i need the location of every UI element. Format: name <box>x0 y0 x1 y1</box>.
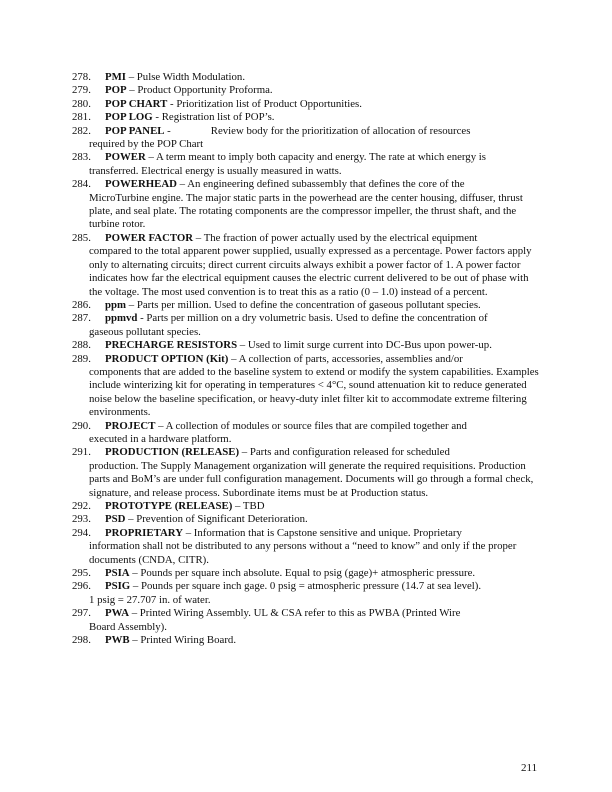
glossary-entry <box>72 98 542 111</box>
entry-term: PROTOTYPE (RELEASE) <box>105 500 233 512</box>
glossary-entry <box>72 299 542 312</box>
entry-term: POWER FACTOR <box>105 231 194 244</box>
entry-number: 284. <box>72 178 91 191</box>
entry-separator: – <box>129 634 141 647</box>
entry-separator: – <box>126 298 137 311</box>
entry-definition: Parts and configuration released for scheduled <box>249 446 450 459</box>
entry-number: 297. <box>72 607 91 620</box>
glossary-entry <box>72 178 542 191</box>
entry-separator: - <box>137 312 147 325</box>
entry-continuation: required by the POP Chart <box>89 138 204 151</box>
entry-term: POP PANEL <box>105 124 165 137</box>
entry-separator: – <box>155 419 166 432</box>
glossary-entry <box>72 111 542 124</box>
entry-term: POWERHEAD <box>105 178 177 191</box>
entry-number: 283. <box>72 151 91 164</box>
entry-definition: Printed Wiring Assembly. UL & CSA refer to this as PWBA (Printed Wire <box>139 607 461 620</box>
entry-definition: Prioritization list of Product Opportunities. <box>176 97 362 110</box>
entry-continuation: components that are added to the baseline system to extend or modify the system capabilities. Examples include winterizing kit for operating in temperatures < 4°C, sound attenuation kit to reduce generated noise below the baseline specification, or heavy-duty inlet filter kit to accommodate extreme filtering environments. <box>89 365 539 419</box>
entry-separator: – <box>237 339 248 352</box>
entry-term: POP LOG <box>105 111 153 124</box>
entry-number: 293. <box>72 513 91 526</box>
entry-term: PROJECT <box>105 419 156 432</box>
glossary-entry <box>72 312 542 325</box>
entry-number: 296. <box>72 580 91 593</box>
glossary-entry <box>72 634 542 647</box>
entry-definition: Review body for the prioritization of allocation of resources <box>210 124 471 137</box>
glossary-entry <box>72 567 542 580</box>
entry-number: 278. <box>72 71 91 83</box>
entry-number: 287. <box>72 312 91 325</box>
glossary-entry <box>72 353 542 366</box>
entry-separator: – <box>193 231 204 244</box>
entry-definition: TBD <box>242 500 265 512</box>
entry-separator: – <box>145 151 156 164</box>
entry-separator: – <box>176 178 188 191</box>
entry-continuation: executed in a hardware platform. <box>89 432 232 445</box>
entry-number: 292. <box>72 500 91 512</box>
entry-definition: The fraction of power actually used by the electrical equipment <box>203 231 478 244</box>
glossary-entry <box>72 125 542 138</box>
entry-separator: - <box>152 111 162 124</box>
entry-term: PRODUCTION (RELEASE) <box>105 446 240 459</box>
entry-term: PSIA <box>105 567 130 580</box>
entry-definition: Printed Wiring Board. <box>140 634 237 647</box>
entry-definition: Parts per million. Used to define the concentration of gaseous pollutant species. <box>136 298 481 311</box>
entry-separator: – <box>228 352 239 365</box>
entry-number: 279. <box>72 84 91 97</box>
entry-continuation: transferred. Electrical energy is usually measured in watts. <box>89 164 342 177</box>
entry-definition: Pounds per square inch gage. 0 psig = atmospheric pressure (14.7 at sea level). <box>141 580 482 593</box>
entry-term: POP CHART <box>105 97 168 110</box>
glossary-entry <box>72 513 542 526</box>
entry-continuation: information shall not be distributed to any persons without a “need to know” and only if the proper documents (CNDA, CITR). <box>89 540 517 566</box>
entry-continuation: MicroTurbine engine. The major static parts in the powerhead are the center housing, diffuser, thrust plate, and seal plate. The rotating components are the compressor impeller, the thrust shaft, and the turbine rotor. <box>89 191 523 231</box>
entry-separator: – <box>126 71 137 83</box>
entry-number: 290. <box>72 419 91 432</box>
entry-number: 298. <box>72 634 91 647</box>
glossary-entry <box>72 500 542 513</box>
entry-term: POWER <box>105 151 146 164</box>
glossary-entry <box>72 232 542 245</box>
entry-term: PSIG <box>105 580 131 593</box>
entry-number: 281. <box>72 111 91 124</box>
entry-number: 280. <box>72 97 91 110</box>
entry-number: 285. <box>72 231 91 244</box>
glossary-entry <box>72 151 542 164</box>
entry-number: 289. <box>72 352 91 365</box>
entry-definition: Parts per million on a dry volumetric basis. Used to define the concentration of <box>146 312 488 325</box>
entry-number: 286. <box>72 298 91 311</box>
entry-term: PRECHARGE RESISTORS <box>105 339 238 352</box>
entry-definition: Product Opportunity Proforma. <box>137 84 273 97</box>
entry-number: 291. <box>72 446 91 459</box>
entry-definition: Pounds per square inch absolute. Equal to psig (gage)+ atmospheric pressure. <box>140 567 476 580</box>
entry-separator: - <box>164 124 171 137</box>
glossary-entry <box>72 84 542 97</box>
entry-definition: Used to limit surge current into DC-Bus upon power-up. <box>247 339 492 352</box>
entry-continuation: Board Assembly). <box>89 620 167 633</box>
glossary-entry <box>72 339 542 352</box>
entry-definition: A collection of parts, accessories, assemblies and/or <box>238 352 463 365</box>
entry-definition: Prevention of Significant Deterioration. <box>136 513 308 526</box>
entry-continuation: compared to the total apparent power supplied, usually expressed as a percentage. Power factors apply only to alternating circuits; direct current circuits always exhibit a power factor of 1. A power factor indicates how far the electrical equipment causes the electric current delivered to be out of phase with the voltage. The most used convention is to treat this as a ratio (0 – 1.0) instead of a percent. <box>89 245 532 298</box>
entry-term: ppmvd <box>105 312 138 325</box>
glossary-entry <box>72 420 542 433</box>
entry-definition: Pulse Width Modulation. <box>136 71 246 83</box>
glossary-entry <box>72 580 542 593</box>
entry-separator: – <box>125 513 137 526</box>
entry-number: 282. <box>72 124 91 137</box>
glossary-entry <box>72 446 542 459</box>
entry-definition: A collection of modules or source files that are compiled together and <box>165 419 467 432</box>
entry-separator: – <box>183 526 194 539</box>
entry-separator: – <box>239 446 250 459</box>
entry-separator: - <box>167 97 177 110</box>
entry-definition: A term meant to imply both capacity and energy. The rate at which energy is <box>156 151 487 164</box>
entry-separator: – <box>130 580 141 593</box>
entry-continuation: 1 psig = 27.707 in. of water. <box>89 593 211 606</box>
glossary-entry <box>72 71 542 84</box>
glossary-entry <box>72 607 542 620</box>
entry-separator: – <box>129 607 140 620</box>
entry-definition: Information that is Capstone sensitive and unique. Proprietary <box>193 526 462 539</box>
entry-term: PRODUCT OPTION (Kit) <box>105 352 229 365</box>
entry-term: PMI <box>105 71 126 83</box>
entry-term: PWA <box>105 607 129 620</box>
entry-term: POP <box>105 84 127 97</box>
glossary-entry <box>72 527 542 540</box>
entry-continuation: production. The Supply Management organization will generate the required requisitions. Production parts and BoM’s are under full configuration management. Documents will go through a formal check, signature, and release process. Subordinate items must be at Production status. <box>89 459 534 499</box>
entry-number: 288. <box>72 339 91 352</box>
entry-term: PWB <box>105 634 130 647</box>
glossary-list <box>72 71 542 647</box>
entry-continuation: gaseous pollutant species. <box>89 325 201 338</box>
entry-number: 294. <box>72 526 91 539</box>
entry-definition: An engineering defined subassembly that defines the core of the <box>187 178 465 191</box>
entry-separator: – <box>126 84 138 97</box>
entry-term: PROPRIETARY <box>105 526 183 539</box>
entry-separator: – <box>129 567 141 580</box>
entry-number: 295. <box>72 567 91 580</box>
entry-term: PSD <box>105 513 126 526</box>
entry-definition: Registration list of POP’s. <box>161 111 275 124</box>
page-number: 211 <box>521 762 538 774</box>
entry-term: ppm <box>105 298 127 311</box>
entry-separator: – <box>232 500 243 512</box>
